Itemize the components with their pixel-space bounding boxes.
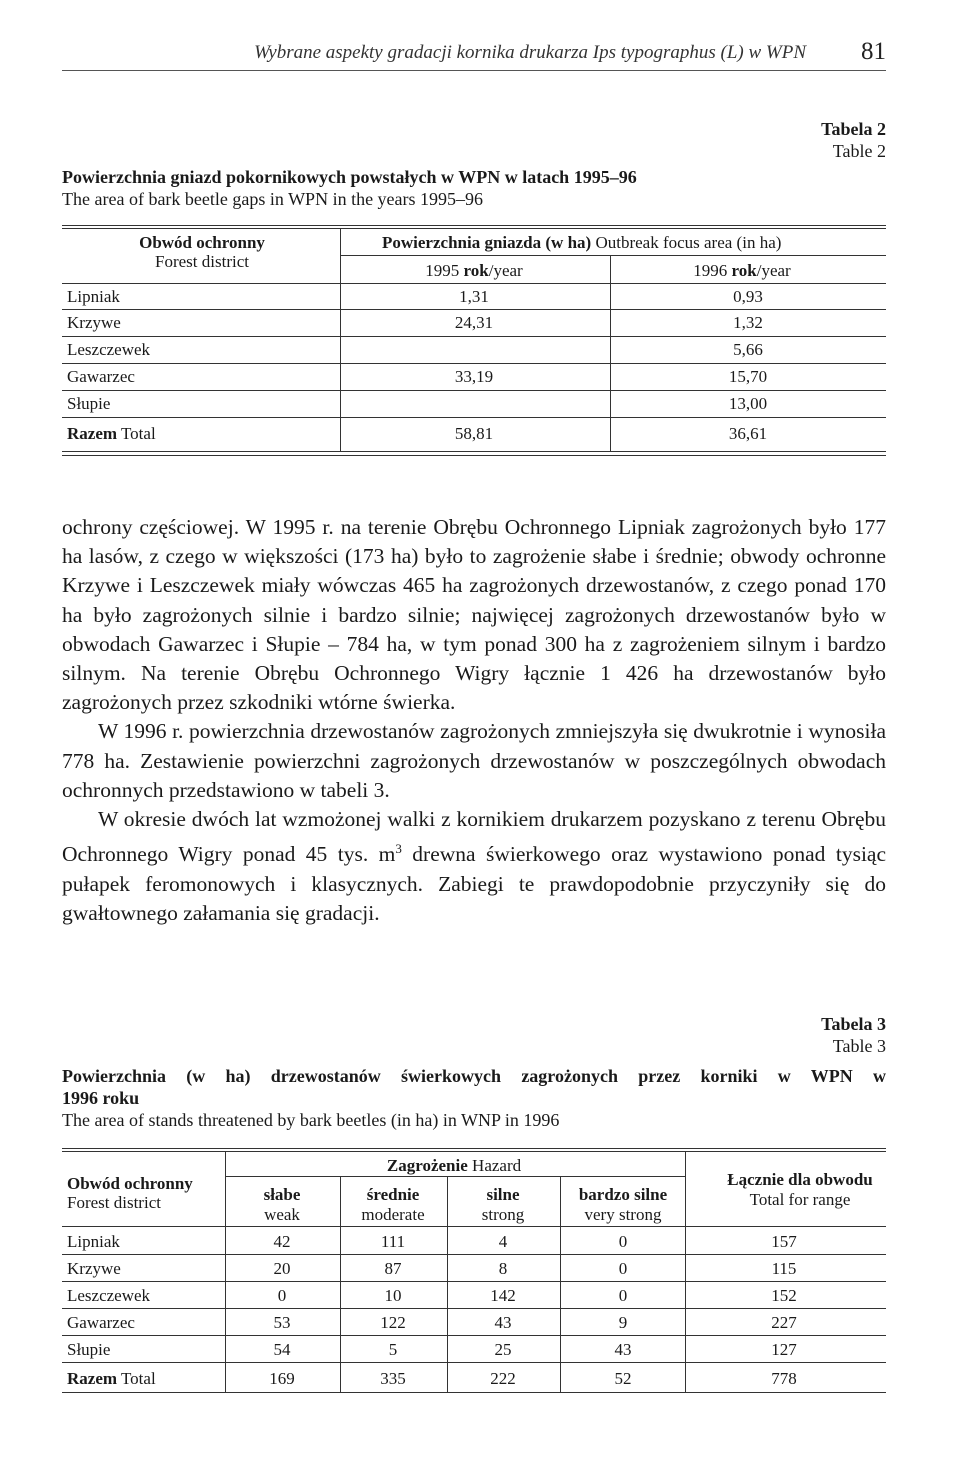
table-cell: 25: [494, 1340, 512, 1359]
table3-level-en: very strong: [584, 1205, 662, 1224]
table-cell: 335: [380, 1369, 406, 1388]
table-row-district: Gawarzec: [67, 367, 135, 386]
table-cell: 9: [618, 1313, 628, 1332]
table-cell: 24,31: [454, 313, 494, 332]
table-cell: 5,66: [733, 340, 763, 359]
rule: [62, 1392, 886, 1393]
table-row-district: Krzywe: [67, 313, 121, 332]
rule: [685, 1151, 686, 1392]
table-cell: 142: [490, 1286, 516, 1305]
page-number: 81: [861, 38, 886, 65]
table-cell: 13,00: [728, 394, 768, 413]
rule: [62, 228, 886, 229]
table2-col-district-en: Forest district: [155, 252, 249, 271]
table3-label-en: Table 3: [832, 1036, 886, 1056]
table-cell: 43: [494, 1313, 512, 1332]
table-cell: 111: [380, 1232, 406, 1251]
table3-label-pl: Tabela 3: [821, 1014, 886, 1034]
table-cell: 152: [771, 1286, 797, 1305]
rule: [62, 309, 886, 310]
rule: [447, 1176, 448, 1392]
table-cell: 1,31: [459, 287, 489, 306]
table-cell: 5: [388, 1340, 398, 1359]
table-row-district: Gawarzec: [67, 1313, 135, 1332]
table-cell: 52: [614, 1369, 632, 1388]
table-cell: 43: [614, 1340, 632, 1359]
table-row-district: Lipniak: [67, 1232, 120, 1251]
table3-col-total-pl: Łącznie dla obwodu: [727, 1170, 873, 1189]
paragraph: ochrony częściowej. W 1995 r. na terenie Obrębu Ochronnego Lipniak zagrożonych było 177 ha lasów, z czego w większości (173 ha) było to zagrożenie słabe i średnie; obwody ochronne Krzywe i Leszczewek miały wówczas 465 ha zagrożonych drzewostanów, z czego ponad 170 ha było zagrożonych silnie i bardzo silnie; najwięcej zagrożonych drzewostanów było w obwodach Gawarzec i Słupie – 784 ha, w tym ponad 300 ha z zagrożeniem silnym i bardzo silnym. Na terenie Obrębu Ochronnego Wigry łącznie 1 426 ha drzewostanów było zagrożonych przez szkodniki wtórne świerka.: [62, 515, 886, 715]
table-cell: 0: [618, 1232, 628, 1251]
table-row-district: Słupie: [67, 1340, 111, 1359]
rule: [62, 1362, 886, 1363]
rule: [560, 1176, 561, 1392]
rule: [225, 1176, 685, 1177]
table2: [62, 225, 886, 457]
rule: [62, 417, 886, 418]
rule: [62, 363, 886, 364]
rule: [62, 1151, 886, 1152]
table3-level-en: weak: [264, 1205, 300, 1224]
rule: [340, 1176, 341, 1392]
rule: [340, 228, 341, 451]
paragraph: W okresie dwóch lat wzmożonej walki z kornikiem drukarzem pozyskano z terenu Obrębu Ochronnego Wigry ponad 45 tys. $m^3$ drewna świerkowego oraz wystawiono ponad tysiąc pułapek feromonowych i klasycznych. Zabiegi te prawdopodobnie przyczyniły się do gwałtownego załamania się gradacji.: [62, 807, 886, 925]
table-cell: 0: [277, 1286, 287, 1305]
table-cell: 127: [771, 1340, 797, 1359]
table-row-district: Leszczewek: [67, 1286, 151, 1305]
table2-total-label: Razem Total: [67, 424, 156, 443]
table-cell: 227: [771, 1313, 797, 1332]
table-cell: 87: [384, 1259, 402, 1278]
table3-level-en: strong: [481, 1205, 525, 1224]
table-cell: 169: [269, 1369, 295, 1388]
running-header: [62, 36, 886, 71]
table3-title-en: The area of stands threatened by bark beetles (in ha) in WNP in 1996: [62, 1110, 560, 1130]
table3-col-district-en: Forest district: [67, 1193, 161, 1212]
rule: [62, 455, 886, 456]
rule: [62, 390, 886, 391]
table-cell: 54: [273, 1340, 291, 1359]
table-cell: 8: [498, 1259, 508, 1278]
table3-col-district-pl: Obwód ochronny: [67, 1174, 193, 1193]
table2-col-1995: 1995 rok/year: [425, 261, 523, 280]
table-cell: 36,61: [728, 424, 768, 443]
rule: [225, 1151, 226, 1392]
table-cell: 115: [771, 1259, 797, 1278]
table-cell: 4: [498, 1232, 508, 1251]
table3-title-pl-line2: 1996 roku: [62, 1088, 140, 1108]
table-row-district: Lipniak: [67, 287, 120, 306]
table-cell: 53: [273, 1313, 291, 1332]
table3-title-pl-line1: Powierzchnia (w ha) drzewostanów świerkowych zagrożonych przez korniki w WPN w: [62, 1066, 886, 1086]
paragraph: W 1996 r. powierzchnia drzewostanów zagrożonych zmniejszyła się dwukrotnie i wynosiła 778 ha. Zestawienie powierzchni zagrożonych drzewostanów w poszczególnych obwodach ochronnych przedstawiono w tabeli 3.: [62, 719, 886, 802]
table-row-district: Leszczewek: [67, 340, 151, 359]
table-cell: 0: [618, 1259, 628, 1278]
table-cell: 20: [273, 1259, 291, 1278]
table-cell: 778: [771, 1369, 797, 1388]
table2-col-area: Powierzchnia gniazda (w ha) Outbreak focus area (in ha): [382, 233, 782, 252]
table-cell: 222: [490, 1369, 516, 1388]
table3-col-total-en: Total for range: [749, 1190, 851, 1209]
rule: [62, 1254, 886, 1255]
table2-col-district-pl: Obwód ochronny: [139, 233, 265, 252]
table-row-district: Krzywe: [67, 1259, 121, 1278]
table2-title-en: The area of bark beetle gaps in WPN in the years 1995–96: [62, 189, 484, 209]
running-title: Wybrane aspekty gradacji kornika drukarza Ips typographus (L) w WPN: [254, 42, 806, 63]
table2-label-en: Table 2: [832, 141, 886, 161]
rule: [610, 255, 611, 451]
table3-col-hazard: Zagrożenie Hazard: [386, 1156, 522, 1175]
table-cell: 33,19: [454, 367, 494, 386]
table2-col-1996: 1996 rok/year: [693, 261, 791, 280]
table-cell: 0: [618, 1286, 628, 1305]
table2-label: [821, 118, 886, 162]
rule: [62, 225, 886, 226]
rule: [62, 1226, 886, 1227]
body-text: [62, 513, 886, 928]
table-cell: 122: [380, 1313, 406, 1332]
table-row-district: Słupie: [67, 394, 111, 413]
table3-level-pl: silne: [486, 1185, 520, 1204]
table3-level-en: moderate: [361, 1205, 425, 1224]
rule: [62, 451, 886, 452]
rule: [62, 1308, 886, 1309]
table3-level-pl: słabe: [263, 1185, 301, 1204]
table-cell: 42: [273, 1232, 291, 1251]
rule: [62, 1148, 886, 1149]
table3-level-pl: średnie: [366, 1185, 420, 1204]
rule: [62, 336, 886, 337]
rule: [62, 1335, 886, 1336]
table2-title-pl: Powierzchnia gniazd pokornikowych powstałych w WPN w latach 1995–96: [62, 167, 637, 187]
table3-level-pl: bardzo silne: [578, 1185, 668, 1204]
table-cell: 1,32: [733, 313, 763, 332]
table3-caption: [62, 1065, 886, 1131]
table3: [62, 1148, 886, 1396]
table-cell: 58,81: [454, 424, 494, 443]
table-cell: 10: [384, 1286, 402, 1305]
table2-caption: [62, 166, 886, 210]
rule: [340, 255, 886, 256]
table2-label-pl: Tabela 2: [821, 119, 886, 139]
table3-label: [821, 1013, 886, 1057]
table-cell: 0,93: [733, 287, 763, 306]
table3-total-label: Razem Total: [67, 1369, 156, 1388]
table-cell: 15,70: [728, 367, 768, 386]
rule: [62, 1281, 886, 1282]
table-cell: 157: [771, 1232, 797, 1251]
rule: [62, 283, 886, 284]
